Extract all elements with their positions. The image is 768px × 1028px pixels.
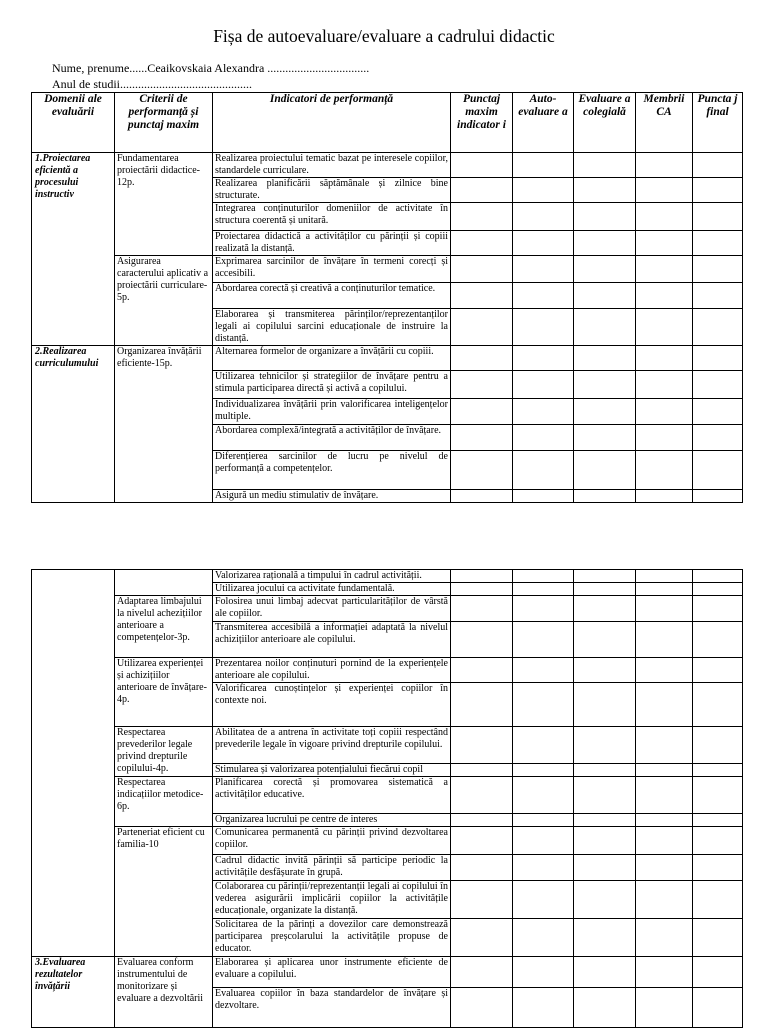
criterion-cell: Asigurarea caracterului aplicativ a proiectării curriculare-5p. (115, 256, 213, 346)
domain-cell (32, 570, 115, 957)
final-score-cell[interactable] (693, 256, 743, 283)
indicator-cell: Stimularea și valorizarea potențialului fiecărui copil (213, 764, 451, 777)
peer-evaluation-cell[interactable] (574, 596, 636, 622)
table-row (32, 570, 743, 583)
header-final-score: Puncta j final (693, 93, 743, 153)
board-members-cell[interactable] (636, 596, 693, 622)
peer-evaluation-cell[interactable] (574, 683, 636, 727)
max-score-cell[interactable] (451, 371, 513, 399)
board-members-cell[interactable] (636, 309, 693, 346)
table-row (32, 256, 743, 283)
self-evaluation-cell[interactable] (513, 596, 574, 622)
header-criterion: Criterii de performanță și punctaj maxim (115, 93, 213, 153)
board-members-cell[interactable] (636, 425, 693, 451)
max-score-cell[interactable] (451, 203, 513, 231)
final-score-cell[interactable] (693, 309, 743, 346)
max-score-cell[interactable] (451, 256, 513, 283)
peer-evaluation-cell[interactable] (574, 827, 636, 855)
peer-evaluation-cell[interactable] (574, 583, 636, 596)
board-members-cell[interactable] (636, 777, 693, 814)
table-row (32, 658, 743, 683)
indicator-cell: Utilizarea jocului ca activitate fundamentală. (213, 583, 451, 596)
peer-evaluation-cell[interactable] (574, 727, 636, 764)
table-row (32, 777, 743, 814)
criterion-cell: Respectarea indicațiilor metodice-6p. (115, 777, 213, 827)
self-evaluation-cell[interactable] (513, 814, 574, 827)
final-score-cell[interactable] (693, 622, 743, 658)
header-peer-evaluation: Evaluare a colegială (574, 93, 636, 153)
indicator-cell: Elaborarea și aplicarea unor instrumente eficiente de evaluare a copilului. (213, 957, 451, 988)
final-score-cell[interactable] (693, 919, 743, 957)
criterion-cell: Organizarea învățării eficiente-15p. (115, 346, 213, 503)
board-members-cell[interactable] (636, 727, 693, 764)
board-members-cell[interactable] (636, 346, 693, 371)
board-members-cell[interactable] (636, 764, 693, 777)
max-score-cell[interactable] (451, 583, 513, 596)
board-members-cell[interactable] (636, 957, 693, 988)
peer-evaluation-cell[interactable] (574, 881, 636, 919)
header-row (32, 93, 743, 153)
final-score-cell[interactable] (693, 490, 743, 503)
indicator-cell: Individualizarea învățării prin valorificarea inteligențelor multiple. (213, 399, 451, 425)
evaluation-table-page-1 (31, 92, 743, 503)
final-score-cell[interactable] (693, 827, 743, 855)
peer-evaluation-cell[interactable] (574, 283, 636, 309)
domain-cell: 2.Realizarea curriculumului (32, 346, 115, 503)
indicator-cell: Realizarea proiectului tematic bazat pe interesele copiilor, standardele curriculare. (213, 153, 451, 178)
board-members-cell[interactable] (636, 570, 693, 583)
board-members-cell[interactable] (636, 490, 693, 503)
self-evaluation-cell[interactable] (513, 683, 574, 727)
indicator-cell: Elaborarea și transmiterea părinților/reprezentanților legali ai copilului sarcini educaționale de instruire la distanță. (213, 309, 451, 346)
indicator-cell: Alternarea formelor de organizare a învățării cu copiii. (213, 346, 451, 371)
board-members-cell[interactable] (636, 683, 693, 727)
page-break (0, 538, 768, 566)
final-score-cell[interactable] (693, 570, 743, 583)
indicator-cell: Solicitarea de la părinți a dovezilor care demonstrează participarea preșcolarului la activitățile propuse de educator. (213, 919, 451, 957)
indicator-cell: Evaluarea copiilor în baza standardelor de învățare și dezvoltare. (213, 988, 451, 1028)
board-members-cell[interactable] (636, 658, 693, 683)
indicator-cell: Realizarea planificării săptămânale și zilnice bine structurate. (213, 178, 451, 203)
self-evaluation-cell[interactable] (513, 622, 574, 658)
indicator-cell: Valorificarea cunoștințelor și experienței copiilor în contexte noi. (213, 683, 451, 727)
final-score-cell[interactable] (693, 451, 743, 490)
header-indicator: Indicatori de performanță (213, 93, 451, 153)
indicator-cell: Abordarea complexă/integrată a activităților de învățare. (213, 425, 451, 451)
indicator-cell: Valorizarea rațională a timpului în cadrul activității. (213, 570, 451, 583)
final-score-cell[interactable] (693, 764, 743, 777)
peer-evaluation-cell[interactable] (574, 919, 636, 957)
peer-evaluation-cell[interactable] (574, 764, 636, 777)
peer-evaluation-cell[interactable] (574, 490, 636, 503)
max-score-cell[interactable] (451, 283, 513, 309)
final-score-cell[interactable] (693, 399, 743, 425)
max-score-cell[interactable] (451, 658, 513, 683)
peer-evaluation-cell[interactable] (574, 399, 636, 425)
indicator-cell: Planificarea corectă și promovarea sistematică a activităților educative. (213, 777, 451, 814)
final-score-cell[interactable] (693, 881, 743, 919)
board-members-cell[interactable] (636, 814, 693, 827)
criterion-cell: Adaptarea limbajului la nivelul achezițiilor anterioare a competențelor-3p. (115, 596, 213, 658)
max-score-cell[interactable] (451, 309, 513, 346)
indicator-cell: Prezentarea noilor conținuturi pornind de la experiențele anterioare ale copilului. (213, 658, 451, 683)
table-row (32, 957, 743, 988)
max-score-cell[interactable] (451, 957, 513, 988)
indicator-cell: Colaborarea cu părinții/reprezentanții legali ai copilului în vederea asigurării implicării copiilor la activitățile educaționale, organizate la distanță. (213, 881, 451, 919)
peer-evaluation-cell[interactable] (574, 371, 636, 399)
peer-evaluation-cell[interactable] (574, 658, 636, 683)
self-evaluation-cell[interactable] (513, 881, 574, 919)
final-score-cell[interactable] (693, 777, 743, 814)
header-self-evaluation: Auto-evaluare a (513, 93, 574, 153)
self-evaluation-cell[interactable] (513, 309, 574, 346)
evaluation-table-page-2 (31, 569, 743, 1028)
self-evaluation-cell[interactable] (513, 490, 574, 503)
peer-evaluation-cell[interactable] (574, 777, 636, 814)
peer-evaluation-cell[interactable] (574, 855, 636, 881)
final-score-cell[interactable] (693, 957, 743, 988)
self-evaluation-cell[interactable] (513, 371, 574, 399)
peer-evaluation-cell[interactable] (574, 203, 636, 231)
board-members-cell[interactable] (636, 256, 693, 283)
max-score-cell[interactable] (451, 346, 513, 371)
self-evaluation-cell[interactable] (513, 231, 574, 256)
max-score-cell[interactable] (451, 178, 513, 203)
criterion-cell: Utilizarea experienței și achizițiilor anterioare de învățare-4p. (115, 658, 213, 727)
header-max-score: Punctaj maxim indicator i (451, 93, 513, 153)
document-title: Fișa de autoevaluare/evaluare a cadrului didactic (213, 26, 555, 46)
final-score-cell[interactable] (693, 346, 743, 371)
peer-evaluation-cell[interactable] (574, 814, 636, 827)
self-evaluation-cell[interactable] (513, 153, 574, 178)
board-members-cell[interactable] (636, 283, 693, 309)
max-score-cell[interactable] (451, 881, 513, 919)
indicator-cell: Abordarea corectă și creativă a conținuturilor tematice. (213, 283, 451, 309)
criterion-cell: Fundamentarea proiectării didactice-12p. (115, 153, 213, 256)
peer-evaluation-cell[interactable] (574, 425, 636, 451)
max-score-cell[interactable] (451, 570, 513, 583)
board-members-cell[interactable] (636, 153, 693, 178)
self-evaluation-cell[interactable] (513, 178, 574, 203)
self-evaluation-cell[interactable] (513, 919, 574, 957)
max-score-cell[interactable] (451, 153, 513, 178)
board-members-cell[interactable] (636, 371, 693, 399)
peer-evaluation-cell[interactable] (574, 346, 636, 371)
self-evaluation-cell[interactable] (513, 988, 574, 1028)
max-score-cell[interactable] (451, 855, 513, 881)
final-score-cell[interactable] (693, 178, 743, 203)
max-score-cell[interactable] (451, 777, 513, 814)
peer-evaluation-cell[interactable] (574, 570, 636, 583)
final-score-cell[interactable] (693, 583, 743, 596)
indicator-cell: Comunicarea permanentă cu părinții privind dezvoltarea copiilor. (213, 827, 451, 855)
table-row (32, 596, 743, 622)
self-evaluation-cell[interactable] (513, 764, 574, 777)
year-line: Anul de studii............................................ (52, 77, 252, 91)
max-score-cell[interactable] (451, 764, 513, 777)
board-members-cell[interactable] (636, 855, 693, 881)
peer-evaluation-cell[interactable] (574, 957, 636, 988)
indicator-cell: Organizarea lucrului pe centre de interes (213, 814, 451, 827)
self-evaluation-cell[interactable] (513, 583, 574, 596)
board-members-cell[interactable] (636, 399, 693, 425)
peer-evaluation-cell[interactable] (574, 988, 636, 1028)
self-evaluation-cell[interactable] (513, 727, 574, 764)
self-evaluation-cell[interactable] (513, 827, 574, 855)
table-row (32, 153, 743, 178)
criterion-cell: Parteneriat eficient cu familia-10 (115, 827, 213, 957)
max-score-cell[interactable] (451, 425, 513, 451)
self-evaluation-cell[interactable] (513, 451, 574, 490)
final-score-cell[interactable] (693, 283, 743, 309)
max-score-cell[interactable] (451, 451, 513, 490)
domain-cell: 1.Proiectarea eficientă a procesului instructiv (32, 153, 115, 346)
indicator-cell: Asigură un mediu stimulativ de învățare. (213, 490, 451, 503)
max-score-cell[interactable] (451, 490, 513, 503)
max-score-cell[interactable] (451, 827, 513, 855)
table-row (32, 346, 743, 371)
self-evaluation-cell[interactable] (513, 777, 574, 814)
header-domain: Domenii ale evaluării (32, 93, 115, 153)
indicator-cell: Abilitatea de a antrena în activitate toți copiii respectând prevederile legale în vigoare privind drepturile copilului. (213, 727, 451, 764)
board-members-cell[interactable] (636, 827, 693, 855)
peer-evaluation-cell[interactable] (574, 309, 636, 346)
board-members-cell[interactable] (636, 622, 693, 658)
self-evaluation-cell[interactable] (513, 855, 574, 881)
board-members-cell[interactable] (636, 988, 693, 1028)
max-score-cell[interactable] (451, 814, 513, 827)
domain-cell: 3.Evaluarea rezultatelor învățării (32, 957, 115, 1028)
max-score-cell[interactable] (451, 622, 513, 658)
self-evaluation-cell[interactable] (513, 658, 574, 683)
final-score-cell[interactable] (693, 596, 743, 622)
indicator-cell: Cadrul didactic invită părinții să participe periodic la activitățile desfășurate în grupă. (213, 855, 451, 881)
peer-evaluation-cell[interactable] (574, 256, 636, 283)
final-score-cell[interactable] (693, 988, 743, 1028)
indicator-cell: Diferențierea sarcinilor de lucru pe nivelul de performanță a competențelor. (213, 451, 451, 490)
self-evaluation-cell[interactable] (513, 425, 574, 451)
self-evaluation-cell[interactable] (513, 256, 574, 283)
indicator-cell: Exprimarea sarcinilor de învățare în termeni corecți și accesibili. (213, 256, 451, 283)
header-board-members: Membrii CA (636, 93, 693, 153)
criterion-cell: Respectarea prevederilor legale privind drepturile copilului-4p. (115, 727, 213, 777)
final-score-cell[interactable] (693, 153, 743, 178)
max-score-cell[interactable] (451, 988, 513, 1028)
self-evaluation-cell[interactable] (513, 399, 574, 425)
table-row (32, 727, 743, 764)
self-evaluation-cell[interactable] (513, 283, 574, 309)
max-score-cell[interactable] (451, 231, 513, 256)
peer-evaluation-cell[interactable] (574, 153, 636, 178)
final-score-cell[interactable] (693, 658, 743, 683)
peer-evaluation-cell[interactable] (574, 451, 636, 490)
self-evaluation-cell[interactable] (513, 346, 574, 371)
final-score-cell[interactable] (693, 231, 743, 256)
peer-evaluation-cell[interactable] (574, 231, 636, 256)
board-members-cell[interactable] (636, 583, 693, 596)
indicator-cell: Proiectarea didactică a activităților cu părinții și copiii realizată la distanță. (213, 231, 451, 256)
indicator-cell: Integrarea conținuturilor domeniilor de activitate în structura coerentă și unitară. (213, 203, 451, 231)
final-score-cell[interactable] (693, 203, 743, 231)
final-score-cell[interactable] (693, 814, 743, 827)
board-members-cell[interactable] (636, 178, 693, 203)
board-members-cell[interactable] (636, 881, 693, 919)
self-evaluation-cell[interactable] (513, 203, 574, 231)
peer-evaluation-cell[interactable] (574, 178, 636, 203)
criterion-cell: Evaluarea conform instrumentului de monitorizare și evaluare a dezvoltării (115, 957, 213, 1028)
board-members-cell[interactable] (636, 203, 693, 231)
final-score-cell[interactable] (693, 727, 743, 764)
max-score-cell[interactable] (451, 919, 513, 957)
indicator-cell: Utilizarea tehnicilor și strategiilor de învățare pentru a stimula participarea directă și activă a copilului. (213, 371, 451, 399)
final-score-cell[interactable] (693, 425, 743, 451)
final-score-cell[interactable] (693, 683, 743, 727)
board-members-cell[interactable] (636, 451, 693, 490)
indicator-cell: Folosirea unui limbaj adecvat particularităților de vârstă ale copiilor. (213, 596, 451, 622)
self-evaluation-cell[interactable] (513, 957, 574, 988)
board-members-cell[interactable] (636, 919, 693, 957)
board-members-cell[interactable] (636, 231, 693, 256)
name-line: Nume, prenume......Ceaikovskaia Alexandra .................................. (52, 61, 370, 75)
self-evaluation-cell[interactable] (513, 570, 574, 583)
max-score-cell[interactable] (451, 596, 513, 622)
max-score-cell[interactable] (451, 727, 513, 764)
final-score-cell[interactable] (693, 371, 743, 399)
final-score-cell[interactable] (693, 855, 743, 881)
max-score-cell[interactable] (451, 399, 513, 425)
peer-evaluation-cell[interactable] (574, 622, 636, 658)
criterion-cell (115, 570, 213, 596)
indicator-cell: Transmiterea accesibilă a informației adaptată la nivelul achizițiilor anterioare ale copilului. (213, 622, 451, 658)
table-row (32, 827, 743, 855)
max-score-cell[interactable] (451, 683, 513, 727)
